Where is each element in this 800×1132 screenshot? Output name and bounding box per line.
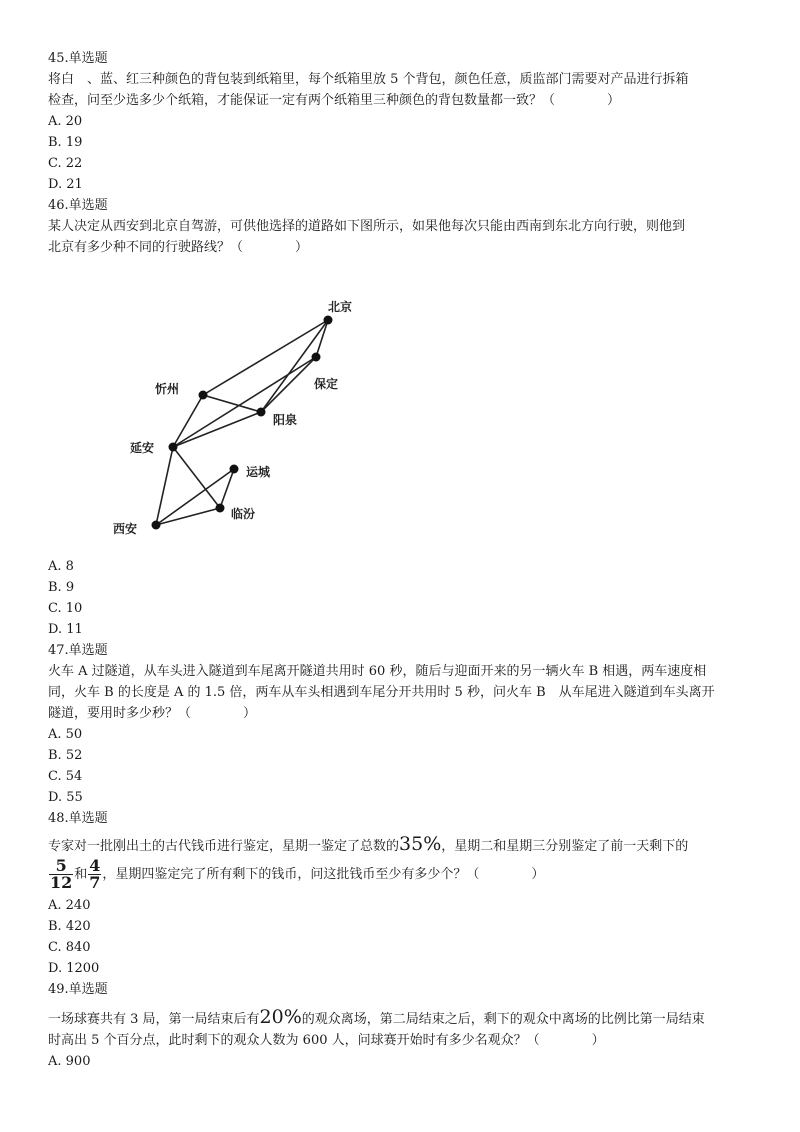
city-nodes <box>152 316 333 530</box>
option-a[interactable]: A. 240 <box>48 898 91 913</box>
option-a[interactable]: A. 50 <box>48 727 83 742</box>
label-linfen: 临汾 <box>231 507 256 521</box>
stem-text: 和 <box>74 867 88 882</box>
option-b[interactable]: B. 9 <box>48 580 75 595</box>
label-xian: 西安 <box>113 522 138 536</box>
question-stem-line: 同，火车 B 的长度是 A 的 1.5 倍，两车从车头相遇到车尾分开共用时 5 秒，问火车 B 从车尾进入隧道到车头离开 <box>48 685 715 700</box>
option-c[interactable]: C. 840 <box>48 940 91 955</box>
question-stem-line: 某人决定从西安到北京自驾游，可供他选择的道路如下图所示，如果他每次只能由西南到东北方向行驶，则他到 <box>48 219 686 234</box>
road-xian-linfen <box>156 508 220 525</box>
stem-text: 一场球赛共有 3 局，第一局结束后有 <box>48 1012 260 1027</box>
question-stem-line <box>48 1000 768 1030</box>
stem-text: 的观众离场，第二局结束之后，剩下的观众中离场的比例比第一局结束 <box>301 1012 705 1027</box>
label-yanan: 延安 <box>130 441 155 455</box>
option-d[interactable]: D. 1200 <box>48 961 100 976</box>
option-c[interactable]: C. 22 <box>48 156 83 171</box>
option-a[interactable]: A. 20 <box>48 114 83 129</box>
question-number: 45.单选题 <box>48 51 108 66</box>
label-baoding: 保定 <box>314 377 339 391</box>
option-c[interactable]: C. 54 <box>48 769 83 784</box>
question-stem-line: 隧道，要用时多少秒？（ ） <box>48 706 257 721</box>
stem-text: ，星期二和星期三分别鉴定了前一天剩下的 <box>441 839 689 854</box>
option-b[interactable]: B. 19 <box>48 135 83 150</box>
question-stem-line <box>48 829 768 855</box>
road-yangquan-baoding <box>261 357 316 412</box>
road-lines <box>156 320 328 525</box>
node-yanan <box>169 443 178 452</box>
percent-value: 35% <box>399 833 442 855</box>
question-stem-line: 检查，问至少选多少个纸箱，才能保证一定有两个纸箱里三种颜色的背包数量都一致？（ ） <box>48 93 621 108</box>
road-xinzhou-beijing <box>203 320 328 395</box>
question-stem-line: 时高出 5 个百分点，此时剩下的观众人数为 600 人，问球赛开始时有多少名观众？（ ） <box>48 1033 605 1048</box>
option-d[interactable]: D. 55 <box>48 790 83 805</box>
node-xinzhou <box>199 391 208 400</box>
label-beijing: 北京 <box>328 300 353 314</box>
option-d[interactable]: D. 11 <box>48 622 83 637</box>
option-b[interactable]: B. 52 <box>48 748 83 763</box>
road-network-diagram <box>100 295 380 555</box>
question-stem-line: 火车 A 过隧道，从车头进入隧道到车尾离开隧道共用时 60 秒，随后与迎面开来的另一辆火车 B 相遇，两车速度相 <box>48 664 707 679</box>
road-yangquan-beijing <box>261 320 328 412</box>
road-xian-yuncheng <box>156 469 234 525</box>
option-c[interactable]: C. 10 <box>48 601 83 616</box>
question-stem-line: 北京有多少种不同的行驶路线？（ ） <box>48 240 309 255</box>
option-a[interactable]: A. 900 <box>48 1054 91 1069</box>
option-d[interactable]: D. 21 <box>48 177 83 192</box>
node-baoding <box>312 353 321 362</box>
node-yuncheng <box>230 465 239 474</box>
stem-text: ，星期四鉴定完了所有剩下的钱币，问这批钱币至少有多少个？（ ） <box>102 867 545 882</box>
question-49 <box>48 979 768 1072</box>
road-xian-yanan <box>156 447 173 525</box>
node-yangquan <box>257 408 266 417</box>
question-stem-line <box>48 855 768 895</box>
exam-page <box>48 48 768 1072</box>
question-number: 47.单选题 <box>48 643 108 658</box>
road-yanan-xinzhou <box>173 395 203 447</box>
fraction-5-12: $\frac{5}{12}$ <box>50 856 73 892</box>
question-47 <box>48 640 768 808</box>
label-yangquan: 阳泉 <box>273 413 298 427</box>
label-yuncheng: 运城 <box>246 465 271 479</box>
road-network-svg <box>100 295 380 555</box>
question-45 <box>48 48 768 195</box>
road-yanan-linfen <box>173 447 220 508</box>
node-linfen <box>216 504 225 513</box>
percent-value: 20% <box>259 1006 302 1028</box>
fraction-4-7: $\frac{4}{7}$ <box>89 856 101 892</box>
question-48 <box>48 808 768 979</box>
question-number: 48.单选题 <box>48 811 108 826</box>
option-a[interactable]: A. 8 <box>48 559 74 574</box>
question-stem-line: 将白 、蓝、红三种颜色的背包装到纸箱里，每个纸箱里放 5 个背包，颜色任意，质监部门需要对产品进行拆箱 <box>48 72 689 87</box>
stem-text: 专家对一批刚出土的古代钱币进行鉴定，星期一鉴定了总数的 <box>48 839 400 854</box>
node-beijing <box>324 316 333 325</box>
question-number: 46.单选题 <box>48 198 108 213</box>
label-xinzhou: 忻州 <box>155 382 180 396</box>
road-yanan-yangquan <box>173 412 261 447</box>
question-number: 49.单选题 <box>48 982 108 997</box>
option-b[interactable]: B. 420 <box>48 919 91 934</box>
node-xian <box>152 521 161 530</box>
